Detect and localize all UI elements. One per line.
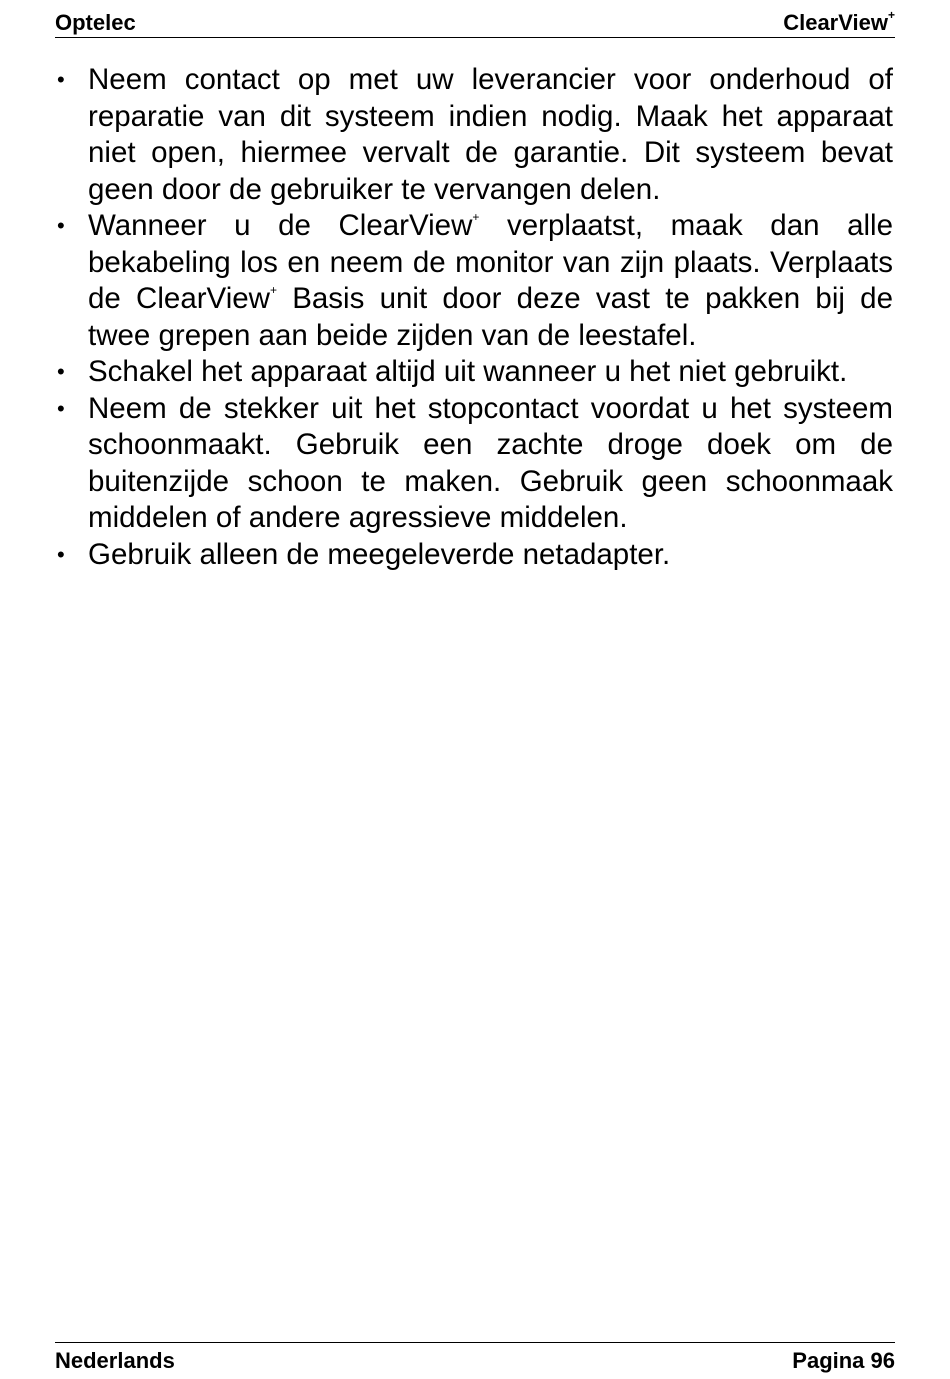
list-item-text: Neem de stekker uit het stopcontact voordat u het systeem schoonmaakt. Gebruik een zachte droge doek om de buitenzijde schoon te maken. Gebruik geen schoonmaak middelen of andere agressieve middelen. (88, 391, 893, 534)
superscript-plus: + (269, 283, 277, 298)
text-segment: Basis unit door deze vast te pakken bij de twee grepen aan beide zijden van de leestafel. (88, 282, 893, 352)
bullet-list (55, 62, 893, 573)
list-item (55, 391, 893, 537)
page-number: Pagina 96 (792, 1348, 895, 1373)
list-item-text: Neem contact op met uw leverancier voor onderhoud of reparatie van dit systeem indien nodig. Maak het apparaat niet open, hiermee vervalt de garantie. Dit systeem bevat geen door de gebruiker te vervangen delen. (88, 63, 893, 206)
text-segment: verplaatst, maak dan alle bekabeling los en neem de monitor van zijn plaats. Verplaats de ClearView (88, 209, 893, 315)
list-item (55, 208, 893, 354)
header-brand: Optelec (55, 10, 136, 35)
bullet-icon: • (57, 67, 65, 92)
text-segment: Wanneer u de ClearView (88, 209, 473, 242)
main-content (55, 62, 893, 573)
bullet-icon: • (57, 359, 65, 384)
footer-language: Nederlands (55, 1348, 175, 1373)
list-item-text (88, 209, 893, 352)
header-product (783, 7, 895, 36)
list-item-text: Schakel het apparaat altijd uit wanneer u het niet gebruikt. (88, 355, 848, 388)
list-item (55, 537, 893, 574)
bullet-icon: • (57, 541, 65, 567)
header-product-sup: + (887, 7, 895, 22)
header-product-name: ClearView (783, 10, 888, 35)
bullet-icon: • (57, 213, 65, 238)
bullet-icon: • (57, 395, 65, 421)
list-item (55, 354, 893, 391)
superscript-plus: + (472, 210, 480, 225)
page-header (55, 9, 895, 38)
page-footer (55, 1342, 895, 1374)
list-item-text: Gebruik alleen de meegeleverde netadapter. (88, 537, 671, 571)
list-item (55, 62, 893, 208)
